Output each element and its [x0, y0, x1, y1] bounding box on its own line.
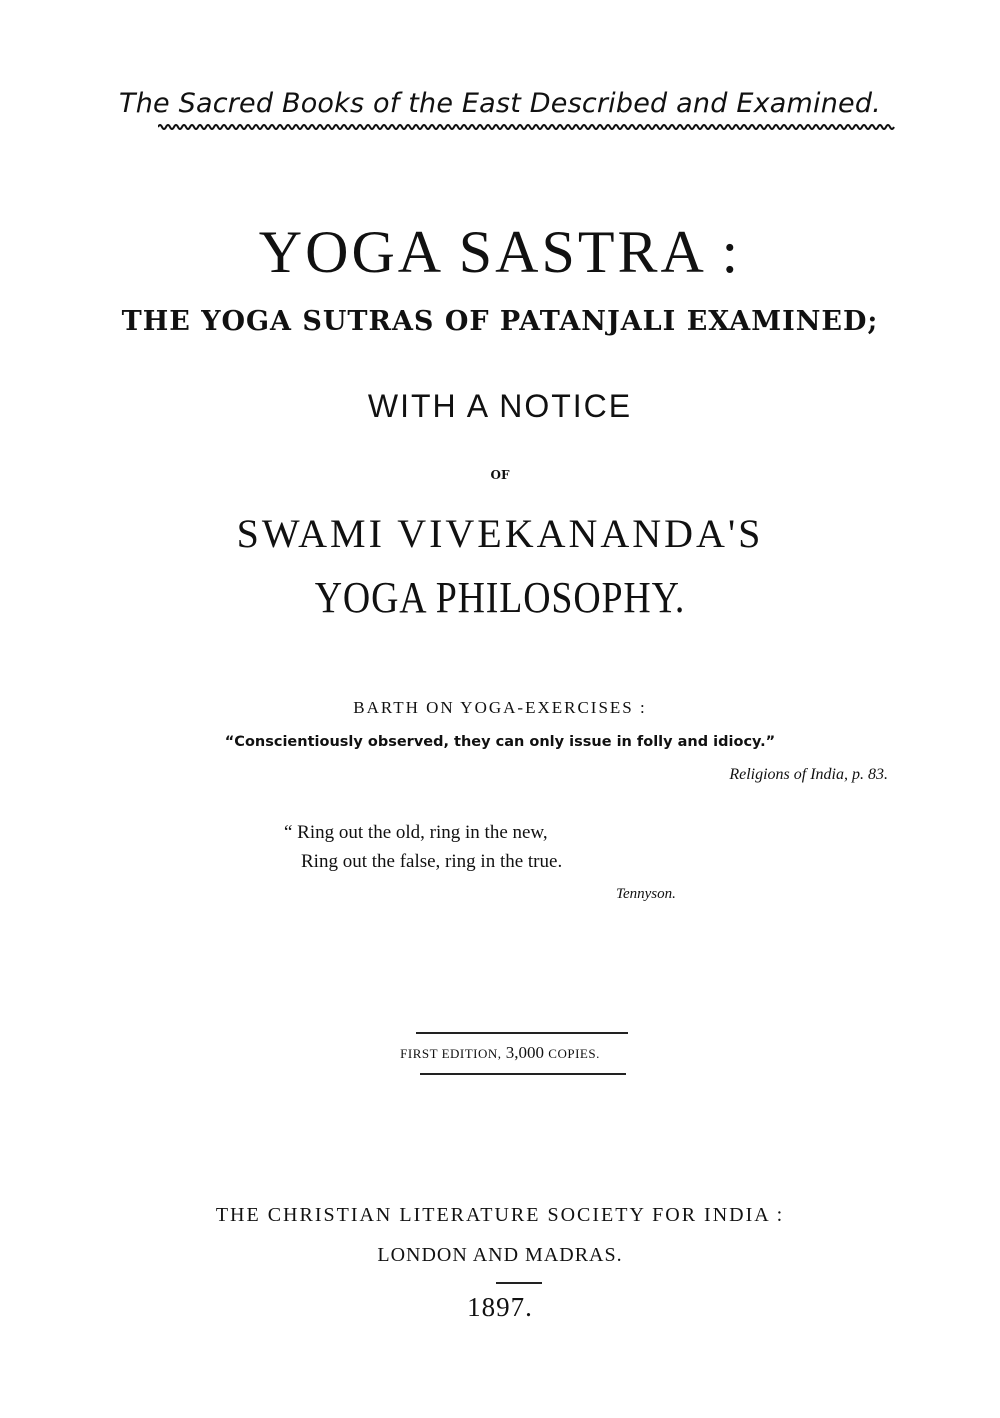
edition-rule-bottom	[420, 1073, 626, 1075]
edition-note	[0, 1043, 1000, 1063]
edition-suffix: COPIES.	[548, 1046, 600, 1061]
publisher: THE CHRISTIAN LITERATURE SOCIETY FOR INDIA :	[215, 1204, 785, 1226]
poem-line-1: “ Ring out the old, ring in the new,	[284, 822, 548, 843]
notice-line: WITH A NOTICE	[367, 388, 633, 424]
of-line: OF	[490, 468, 510, 482]
book-subtitle: THE YOGA SUTRAS OF PATANJALI EXAMINED;	[121, 306, 879, 337]
poem-line-2: Ring out the false, ring in the true.	[301, 851, 563, 872]
edition-rule-top	[416, 1032, 628, 1034]
edition-prefix: FIRST EDITION,	[400, 1046, 502, 1061]
wavy-underline	[158, 122, 898, 132]
poem-citation: Tennyson.	[616, 886, 676, 902]
book-title: YOGA SASTRA :	[258, 219, 742, 285]
epigraph-heading: BARTH ON YOGA-EXERCISES :	[353, 698, 647, 717]
publication-year: 1897.	[467, 1292, 533, 1322]
epigraph-citation: Religions of India, p. 83.	[729, 766, 888, 783]
series-heading: The Sacred Books of the East Described and Examined.	[119, 88, 881, 119]
poem-epigraph	[284, 818, 562, 876]
yoga-philosophy-line: YOGA PHILOSOPHY.	[314, 573, 686, 622]
epigraph-quote: “Conscientiously observed, they can only issue in folly and idiocy.”	[224, 734, 776, 750]
edition-count: 3,000	[505, 1043, 545, 1062]
publication-place: LONDON AND MADRAS.	[377, 1244, 623, 1266]
swami-vivekananda-line: SWAMI VIVEKANANDA'S	[236, 511, 764, 556]
year-rule	[496, 1282, 542, 1284]
